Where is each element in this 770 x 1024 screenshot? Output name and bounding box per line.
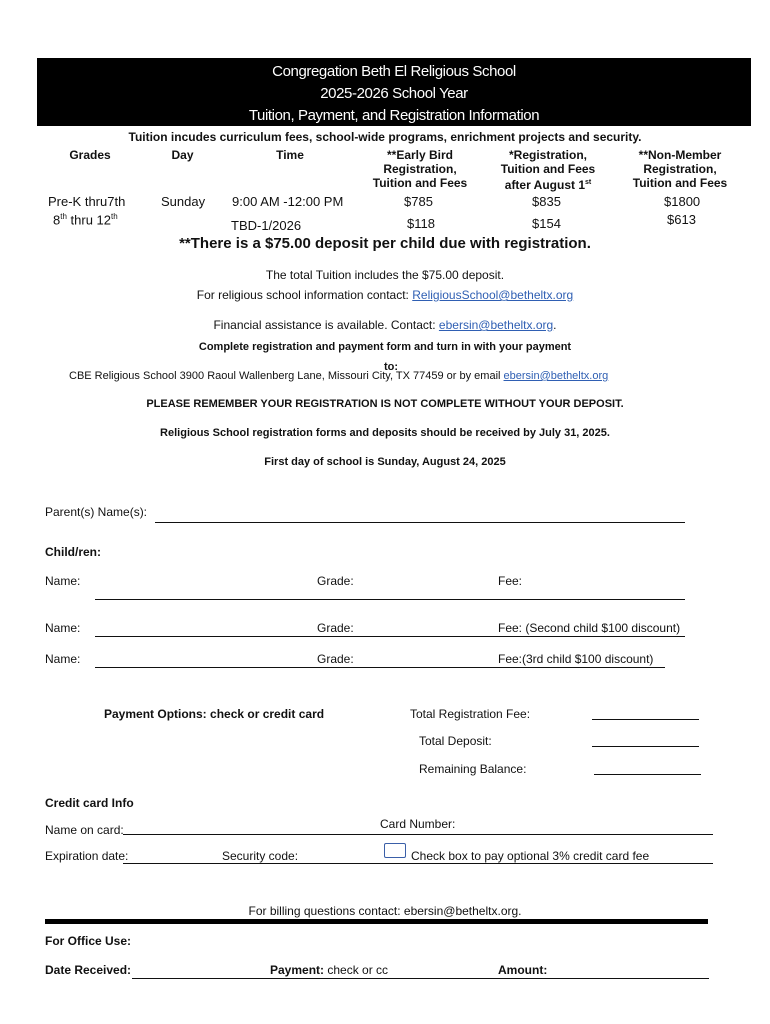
financial-email-link[interactable]: ebersin@betheltx.org — [438, 318, 554, 332]
child3-field-line[interactable] — [95, 667, 665, 668]
office-divider — [45, 919, 708, 924]
header-registration-line1: *Registration, — [508, 148, 587, 162]
office-use-heading: For Office Use: — [45, 934, 132, 948]
tuition-note: Tuition incudes curriculum fees, school-wide programs, enrichment projects and security. — [128, 130, 642, 144]
child1-name-label: Name: — [45, 574, 81, 588]
payment-options-text: Payment Options: check or credit card — [104, 707, 325, 721]
security-code-label: Security code: — [222, 849, 299, 863]
parents-name-field[interactable] — [155, 522, 685, 523]
amount-label: Amount: — [498, 963, 548, 977]
date-received-label: Date Received: — [45, 963, 132, 977]
child1-field-line[interactable] — [95, 599, 685, 600]
header-day: Day — [171, 148, 194, 162]
total-deposit-label: Total Deposit: — [419, 734, 492, 748]
row2-non-member: $613 — [667, 212, 696, 227]
header-registration-line2: Tuition and Fees — [500, 162, 596, 176]
header-early-bird-line1: **Early Bird — [386, 148, 454, 162]
banner-title: Congregation Beth El Religious School — [272, 63, 516, 80]
header-banner — [37, 58, 751, 126]
total-registration-fee-label: Total Registration Fee: — [410, 707, 531, 721]
billing-questions-text: For billing questions contact: ebersin@betheltx.org. — [248, 904, 522, 918]
row2-time: TBD-1/2026 — [231, 218, 302, 233]
deposit-notice: **There is a $75.00 deposit per child due with registration. — [179, 235, 591, 252]
expiration-security-field-line[interactable] — [123, 863, 713, 864]
remaining-balance-label: Remaining Balance: — [419, 762, 527, 776]
child2-name-label: Name: — [45, 621, 81, 635]
expiration-date-label: Expiration date: — [45, 849, 129, 863]
mailing-address-line: CBE Religious School 3900 Raoul Wallenberg Lane, Missouri City, TX 77459 or by email ebersin@betheltx.org — [69, 370, 609, 382]
first-day-text: First day of school is Sunday, August 24, 2025 — [264, 456, 506, 468]
child2-fee-label: Fee: (Second child $100 discount) — [498, 621, 681, 635]
row1-time: 9:00 AM -12:00 PM — [232, 194, 344, 209]
complete-registration-to: to: — [384, 361, 399, 373]
remember-deposit-text: PLEASE REMEMBER YOUR REGISTRATION IS NOT COMPLETE WITHOUT YOUR DEPOSIT. — [146, 398, 624, 410]
child2-grade-label: Grade: — [317, 621, 354, 635]
header-non-member-line3: Tuition and Fees — [632, 176, 728, 190]
row1-early-bird: $785 — [404, 194, 433, 209]
name-on-card-label: Name on card: — [45, 823, 124, 837]
religious-school-email-link[interactable]: ReligiousSchool@betheltx.org — [412, 288, 574, 302]
financial-assistance-line: Financial assistance is available. Contact: ebersin@betheltx.org. — [213, 318, 557, 332]
row2-early-bird: $118 — [407, 216, 435, 231]
row2-registration: $154 — [532, 216, 561, 231]
row1-registration: $835 — [532, 194, 561, 209]
header-early-bird-line3: Tuition and Fees — [372, 176, 468, 190]
banner-subtitle: Tuition, Payment, and Registration Information — [248, 107, 540, 124]
card-number-label: Card Number: — [380, 817, 456, 831]
child1-fee-label: Fee: — [498, 574, 523, 588]
header-non-member-line1: **Non-Member — [638, 148, 722, 162]
header-registration — [488, 148, 608, 192]
child3-fee-label: Fee:(3rd child $100 discount) — [498, 652, 654, 666]
header-early-bird-line2: Registration, — [383, 162, 457, 176]
header-non-member — [620, 148, 740, 190]
total-deposit-field[interactable] — [592, 746, 699, 747]
banner-school-year: 2025-2026 School Year — [320, 85, 468, 102]
row1-non-member: $1800 — [664, 194, 701, 209]
row1-day: Sunday — [161, 194, 206, 209]
deadline-text: Religious School registration forms and deposits should be received by July 31, 2025. — [160, 427, 610, 439]
header-time: Time — [276, 148, 304, 162]
child3-name-label: Name: — [45, 652, 81, 666]
credit-card-fee-checkbox[interactable] — [384, 843, 406, 858]
child2-field-line[interactable] — [95, 636, 685, 637]
header-early-bird — [360, 148, 480, 190]
row1-grades: Pre-K thru7th — [48, 194, 126, 209]
payment-method-label: Payment: check or cc — [270, 963, 389, 977]
address-email-link[interactable]: ebersin@betheltx.org — [503, 370, 609, 382]
child1-grade-label: Grade: — [317, 574, 354, 588]
parents-name-label: Parent(s) Name(s): — [45, 505, 148, 519]
credit-card-info-heading: Credit card Info — [45, 796, 134, 810]
children-label: Child/ren: — [45, 545, 101, 559]
header-grades: Grades — [69, 148, 111, 162]
credit-card-fee-label: Check box to pay optional 3% credit card fee — [411, 849, 650, 863]
total-registration-fee-field[interactable] — [592, 719, 699, 720]
header-non-member-line2: Registration, — [643, 162, 717, 176]
complete-registration-text: Complete registration and payment form and turn in with your payment — [198, 341, 572, 353]
header-registration-line3: after August 1st — [504, 178, 592, 192]
religious-info-line: For religious school information contact: ReligiousSchool@betheltx.org — [196, 288, 574, 302]
name-on-card-field[interactable] — [123, 834, 713, 835]
total-tuition-text: The total Tuition includes the $75.00 deposit. — [265, 268, 505, 282]
office-use-field-line[interactable] — [132, 978, 709, 979]
remaining-balance-field[interactable] — [594, 774, 701, 775]
row2-grades: 8th thru 12th — [53, 212, 118, 228]
child3-grade-label: Grade: — [317, 652, 354, 666]
